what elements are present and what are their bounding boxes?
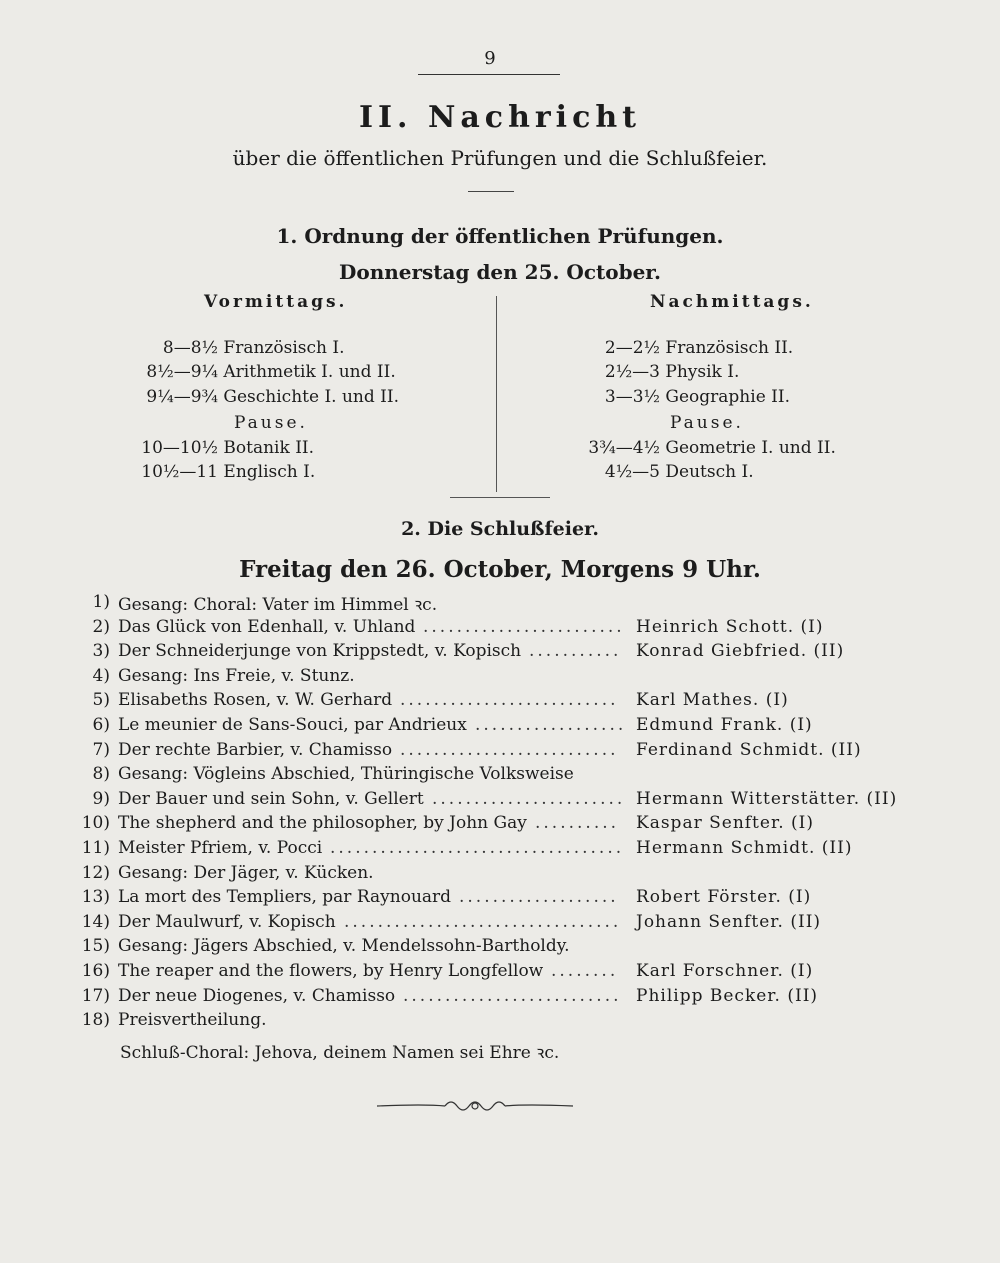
item-title: Der Maulwurf, v. Kopisch: [118, 911, 336, 932]
program-item: [70, 617, 940, 641]
item-number: 15): [81, 936, 110, 957]
morning-label: Vormittags.: [204, 292, 348, 312]
program-item: [70, 592, 940, 616]
page-number: 9: [484, 48, 496, 69]
afternoon-slot: 4½—5 Deutsch I.: [604, 462, 754, 482]
program-item: [70, 912, 940, 936]
leader-dots: .......................: [432, 788, 626, 809]
column-divider: [496, 296, 497, 492]
page-title: II. Nachricht: [358, 100, 642, 135]
leader-dots: ...................: [459, 887, 619, 908]
item-performer: Robert Förster. (I): [636, 887, 812, 908]
item-number: 11): [81, 838, 110, 858]
program-item: [70, 666, 940, 690]
item-performer: Hermann Witterstätter. (II): [636, 788, 898, 809]
item-title: Gesang: Choral: Vater im Himmel ꝛc.: [118, 595, 438, 615]
leader-dots: ..........: [535, 813, 620, 834]
item-title: Elisabeths Rosen, v. W. Gerhard: [118, 690, 393, 711]
item-number: 16): [81, 961, 110, 981]
morning-slot: 10½—11 Englisch I.: [141, 462, 316, 482]
item-performer: Konrad Giebfried. (II): [636, 641, 845, 662]
item-title: The reaper and the flowers, by Henry Longfellow: [118, 961, 544, 981]
morning-slot: 10—10½ Botanik II.: [141, 438, 315, 458]
leader-dots: ........................: [423, 616, 625, 637]
header-rule: [418, 74, 560, 75]
section1-heading: 1. Ordnung der öffentlichen Prüfungen.: [276, 224, 724, 248]
afternoon-pause: Pause.: [670, 413, 744, 433]
afternoon-slot: 2½—3 Physik I.: [604, 362, 740, 382]
afternoon-slot: 2—2½ Französisch II.: [604, 338, 794, 358]
program-item: [70, 936, 940, 960]
item-number: 5): [92, 690, 110, 711]
item-performer: Karl Mathes. (I): [636, 690, 789, 711]
item-number: 13): [81, 887, 110, 908]
title-divider: [468, 191, 514, 192]
program-item: [70, 863, 940, 887]
program-item: [70, 641, 940, 665]
afternoon-label: Nachmittags.: [650, 292, 814, 312]
leader-dots: ..........................: [400, 739, 619, 760]
morning-slot: 8½—9¼ Arithmetik I. und II.: [146, 362, 396, 382]
program-item: [70, 715, 940, 739]
afternoon-slot: 3¾—4½ Geometrie I. und II.: [588, 438, 836, 458]
section-divider: [450, 497, 550, 498]
item-performer: Karl Forschner. (I): [636, 961, 814, 981]
program-item: [70, 813, 940, 837]
section2-date: Freitag den 26. October, Morgens 9 Uhr.: [239, 556, 761, 583]
item-number: 6): [92, 715, 110, 735]
program-item: [70, 986, 940, 1010]
item-title: Gesang: Vögleins Abschied, Thüringische Volksweise: [118, 764, 574, 785]
program-item: [70, 789, 940, 813]
item-number: 12): [81, 862, 110, 883]
item-title: The shepherd and the philosopher, by John Gay: [118, 813, 527, 834]
afternoon-slot: 3—3½ Geographie II.: [604, 387, 790, 407]
item-title: Preisvertheilung.: [118, 1010, 267, 1031]
item-title: Gesang: Ins Freie, v. Stunz.: [118, 665, 355, 686]
item-performer: Hermann Schmidt. (II): [636, 838, 853, 858]
item-title: La mort des Templiers, par Raynouard: [118, 887, 452, 908]
item-title: Der Bauer und sein Sohn, v. Gellert: [118, 788, 424, 809]
leader-dots: .................................: [344, 911, 622, 932]
morning-slot: 9¼—9¾ Geschichte I. und II.: [146, 387, 399, 407]
program-item: [70, 740, 940, 764]
item-number: 2): [92, 616, 110, 637]
item-number: 17): [81, 985, 110, 1006]
item-performer: Kaspar Senfter. (I): [636, 813, 814, 834]
program-item: [70, 1010, 940, 1034]
item-number: 3): [92, 641, 110, 662]
leader-dots: ...................................: [330, 838, 625, 858]
item-title: Le meunier de Sans-Souci, par Andrieux: [118, 715, 467, 735]
item-title: Der neue Diogenes, v. Chamisso: [118, 985, 396, 1006]
item-number: 4): [92, 665, 110, 686]
item-title: Der rechte Barbier, v. Chamisso: [118, 739, 393, 760]
section2-heading: 2. Die Schlußfeier.: [401, 518, 599, 540]
item-number: 14): [81, 911, 110, 932]
item-title: Das Glück von Edenhall, v. Uhland: [118, 616, 416, 637]
item-number: 7): [92, 739, 110, 760]
item-performer: Philipp Becker. (II): [636, 985, 819, 1006]
item-number: 1): [92, 592, 110, 612]
leader-dots: ........: [551, 961, 619, 981]
item-number: 10): [81, 813, 110, 834]
ornament-icon: [375, 1094, 575, 1118]
section1-date: Donnerstag den 25. October.: [339, 260, 661, 284]
leader-dots: ..........................: [403, 985, 622, 1006]
program-item: [70, 838, 940, 862]
leader-dots: ..........................: [400, 690, 619, 711]
item-title: Meister Pfriem, v. Pocci: [118, 838, 323, 858]
program-item: [70, 690, 940, 714]
item-number: 9): [92, 788, 110, 809]
item-number: 8): [92, 764, 110, 785]
item-performer: Edmund Frank. (I): [636, 715, 813, 735]
item-number: 18): [81, 1010, 110, 1031]
item-performer: Heinrich Schott. (I): [636, 616, 824, 637]
morning-slot: 8—8½ Französisch I.: [162, 338, 345, 358]
page-subtitle: über die öffentlichen Prüfungen und die Schlußfeier.: [232, 146, 768, 170]
item-title: Gesang: Der Jäger, v. Kücken.: [118, 862, 374, 883]
program-item: [70, 887, 940, 911]
leader-dots: ...........: [529, 641, 622, 662]
morning-pause: Pause.: [234, 413, 308, 433]
item-title: Der Schneiderjunge von Krippstedt, v. Kopisch: [118, 641, 522, 662]
program-item: [70, 961, 940, 985]
program-item: [70, 764, 940, 788]
leader-dots: ..................: [475, 715, 627, 735]
item-title: Gesang: Jägers Abschied, v. Mendelssohn-Bartholdy.: [118, 936, 570, 957]
item-performer: Ferdinand Schmidt. (II): [636, 739, 862, 760]
closing-choral: Schluß-Choral: Jehova, deinem Namen sei Ehre ꝛc.: [120, 1043, 560, 1063]
item-performer: Johann Senfter. (II): [636, 911, 822, 932]
